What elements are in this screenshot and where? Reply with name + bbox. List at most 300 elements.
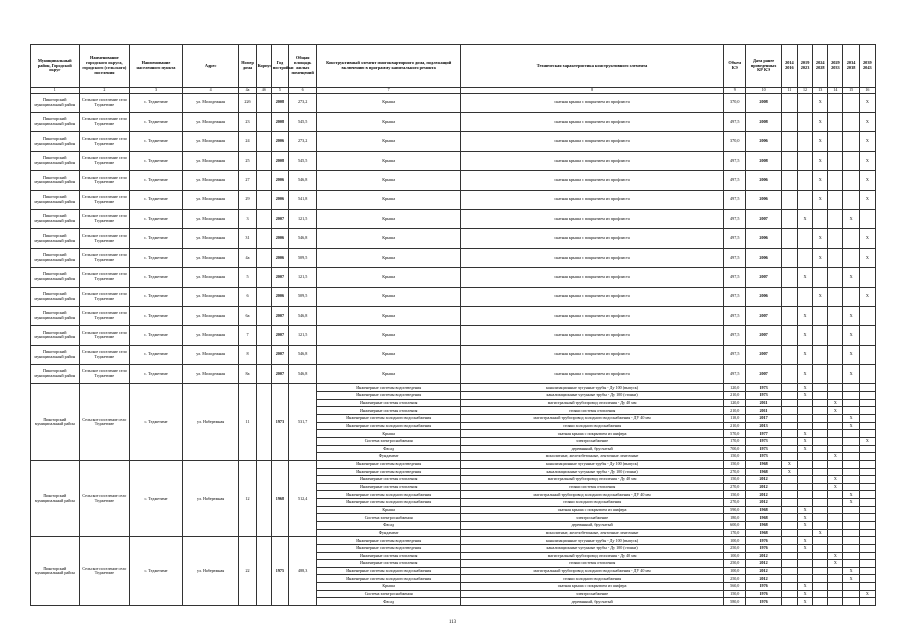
period-mark-cell (813, 384, 828, 392)
period-mark-cell (859, 399, 875, 407)
period-mark-cell (859, 430, 875, 438)
period-mark-cell (781, 345, 797, 364)
year-cell: 2007 (271, 209, 288, 228)
element-cell: Система электроснабжения (317, 514, 461, 522)
locality-cell: с. Теджетиме (130, 229, 183, 248)
volume-cell: 100,0 (724, 537, 746, 545)
period-mark-cell (797, 552, 812, 560)
table-row (31, 365, 876, 384)
period-mark-cell (813, 445, 828, 453)
period-mark-cell (781, 445, 797, 453)
period-mark-cell: X (828, 453, 843, 461)
period-mark-cell (828, 575, 843, 583)
period-mark-cell (828, 209, 843, 228)
period-mark-cell: X (843, 499, 859, 507)
tech-cell: скатная крыша с покрытием из профлиста (461, 93, 724, 112)
repair-date-cell: 2006 (746, 132, 781, 151)
tech-cell: скатная крыша с покрытием из шифера (461, 430, 724, 438)
tech-cell: скатная крыша с покрытием из профлиста (461, 306, 724, 325)
period-mark-cell (859, 268, 875, 287)
year-cell: 2008 (271, 151, 288, 170)
volume-cell: 370,0 (724, 132, 746, 151)
tech-cell: скатная крыша с покрытием из профлиста (461, 268, 724, 287)
element-cell: Крыша (317, 326, 461, 345)
period-mark-cell (828, 112, 843, 131)
period-mark-cell (828, 514, 843, 522)
period-mark-cell (797, 399, 812, 407)
period-mark-cell (843, 229, 859, 248)
period-mark-cell (859, 453, 875, 461)
area-cell: 546,8 (289, 365, 317, 384)
period-mark-cell: X (859, 229, 875, 248)
repair-date-cell: 2012 (746, 476, 781, 484)
period-mark-cell (813, 399, 828, 407)
tech-cell: канализационные чугунные трубы - Ду 100 (стояки) (461, 468, 724, 476)
column-header: Техническая характеристика конструктивного элемента (461, 45, 724, 88)
building-cell (256, 151, 271, 170)
period-mark-cell (813, 560, 828, 568)
element-cell: Инженерные системы холодного водоснабжения (317, 499, 461, 507)
period-mark-cell (781, 112, 797, 131)
period-mark-cell (797, 287, 812, 306)
tech-cell: электроснабжение (461, 590, 724, 598)
area-cell: 509,5 (289, 287, 317, 306)
year-cell: 1968 (271, 460, 288, 536)
district-cell: Пикоторский муниципальный район (31, 209, 80, 228)
period-mark-cell (781, 422, 797, 430)
volume-cell: 497,5 (724, 326, 746, 345)
column-number: 13 (813, 88, 828, 94)
period-mark-cell (828, 415, 843, 423)
period-mark-cell (813, 483, 828, 491)
period-mark-cell (843, 151, 859, 170)
column-number: 10 (746, 88, 781, 94)
period-mark-cell (813, 544, 828, 552)
period-mark-cell (859, 384, 875, 392)
period-mark-cell (781, 598, 797, 606)
period-mark-cell: X (843, 567, 859, 575)
period-mark-cell (828, 583, 843, 591)
repair-date-cell: 1973 (746, 453, 781, 461)
period-mark-cell: X (859, 190, 875, 209)
period-mark-cell: X (797, 392, 812, 400)
period-mark-cell (813, 583, 828, 591)
street-cell: ул. Молодежная (182, 229, 239, 248)
period-mark-cell (843, 544, 859, 552)
table-row (31, 326, 876, 345)
district-cell: Пикоторский муниципальный район (31, 171, 80, 190)
period-mark-cell (813, 365, 828, 384)
year-cell: 2006 (271, 171, 288, 190)
period-mark-cell (781, 209, 797, 228)
period-mark-cell (859, 544, 875, 552)
repair-date-cell: 2008 (746, 112, 781, 131)
repair-date-cell: 1968 (746, 514, 781, 522)
tech-cell: скатная крыша с покрытием из профлиста (461, 190, 724, 209)
locality-cell: с. Теджетиме (130, 365, 183, 384)
period-mark-cell (859, 514, 875, 522)
house-cell: 8а (239, 365, 256, 384)
period-mark-cell (859, 407, 875, 415)
period-mark-cell: X (813, 248, 828, 267)
settlement-cell: Сельское поселение село Теджетиме (79, 365, 130, 384)
period-mark-cell: X (843, 209, 859, 228)
period-mark-cell (813, 575, 828, 583)
table-row (31, 248, 876, 267)
element-cell: Крыша (317, 209, 461, 228)
repair-date-cell: 2007 (746, 268, 781, 287)
period-mark-cell (843, 93, 859, 112)
repair-date-cell: 2006 (746, 287, 781, 306)
period-mark-cell (797, 93, 812, 112)
period-mark-cell (813, 407, 828, 415)
table-row (31, 209, 876, 228)
locality-cell: с. Теджетиме (130, 326, 183, 345)
element-cell: Крыша (317, 306, 461, 325)
tech-cell: канализационные чугунные трубы - Ду 100 (выпуск) (461, 537, 724, 545)
period-mark-cell (843, 407, 859, 415)
period-mark-cell (859, 598, 875, 606)
column-header: 2019 2023 (797, 45, 812, 88)
building-cell (256, 229, 271, 248)
district-cell: Пикоторский муниципальный район (31, 287, 80, 306)
period-mark-cell (843, 529, 859, 537)
period-mark-cell (797, 529, 812, 537)
table-row (31, 93, 876, 112)
period-mark-cell (781, 590, 797, 598)
volume-cell: 497,5 (724, 209, 746, 228)
repair-date-cell: 2008 (746, 93, 781, 112)
area-cell: 273,2 (289, 93, 317, 112)
period-mark-cell (843, 171, 859, 190)
repair-date-cell: 2012 (746, 575, 781, 583)
period-mark-cell (781, 552, 797, 560)
element-cell: Фасад (317, 521, 461, 529)
period-mark-cell (781, 544, 797, 552)
period-mark-cell (859, 476, 875, 484)
period-mark-cell: X (843, 422, 859, 430)
period-mark-cell (797, 575, 812, 583)
column-header: 2039 2043 (859, 45, 875, 88)
street-cell: ул. Молодежная (182, 132, 239, 151)
element-cell: Инженерные системы водоотведения (317, 468, 461, 476)
period-mark-cell (828, 268, 843, 287)
period-mark-cell (813, 468, 828, 476)
volume-cell: 580,0 (724, 598, 746, 606)
tech-cell: скатная крыша с покрытием из профлиста (461, 132, 724, 151)
period-mark-cell: X (843, 415, 859, 423)
column-header: Муниципальный район, Городской округ (31, 45, 80, 88)
period-mark-cell (843, 392, 859, 400)
locality-cell: с. Теджетиме (130, 537, 183, 606)
column-header: Объем КЭ (724, 45, 746, 88)
volume-cell: 150,0 (724, 453, 746, 461)
district-cell: Пикоторский муниципальный район (31, 151, 80, 170)
period-mark-cell (797, 248, 812, 267)
tech-cell: скатная крыша с покрытием из шифера (461, 583, 724, 591)
period-mark-cell (797, 171, 812, 190)
volume-cell: 570,0 (724, 430, 746, 438)
period-mark-cell (828, 93, 843, 112)
column-number: 1 (31, 88, 80, 94)
period-mark-cell: X (828, 399, 843, 407)
table-row (31, 384, 876, 392)
tech-cell: стояки холодного водоснабжения (461, 422, 724, 430)
repair-date-cell: 1973 (746, 384, 781, 392)
period-mark-cell (781, 506, 797, 514)
column-header: Дата ранее проведенных КР КЭ (746, 45, 781, 88)
volume-cell: 150,0 (724, 590, 746, 598)
area-cell: 509,5 (289, 248, 317, 267)
tech-cell: канализационные чугунные трубы - Ду 100 (выпуск) (461, 384, 724, 392)
area-cell: 512,4 (289, 460, 317, 536)
house-cell: 6 (239, 287, 256, 306)
element-cell: Крыша (317, 132, 461, 151)
table-row (31, 190, 876, 209)
period-mark-cell (781, 476, 797, 484)
period-mark-cell (859, 345, 875, 364)
period-mark-cell (797, 476, 812, 484)
repair-date-cell: 2011 (746, 407, 781, 415)
table-row (31, 112, 876, 131)
area-cell: 121,5 (289, 209, 317, 228)
period-mark-cell (828, 567, 843, 575)
locality-cell: с. Теджетиме (130, 209, 183, 228)
period-mark-cell (797, 483, 812, 491)
volume-cell: 700,0 (724, 445, 746, 453)
period-mark-cell (797, 491, 812, 499)
repair-date-cell: 2012 (746, 567, 781, 575)
period-mark-cell: X (843, 575, 859, 583)
table-row (31, 306, 876, 325)
tech-cell: деревянный, брусчатый (461, 521, 724, 529)
element-cell: Крыша (317, 171, 461, 190)
settlement-cell: Сельское поселение село Теджетиме (79, 151, 130, 170)
period-mark-cell (843, 132, 859, 151)
period-mark-cell (828, 430, 843, 438)
tech-cell: стояки системы отопления (461, 407, 724, 415)
period-mark-cell: X (813, 171, 828, 190)
period-mark-cell (859, 506, 875, 514)
period-mark-cell (813, 567, 828, 575)
tech-cell: магистральный трубопровод холодного водоснабжения - ДУ 40 мм (461, 567, 724, 575)
repair-date-cell: 2012 (746, 483, 781, 491)
period-mark-cell (859, 491, 875, 499)
period-mark-cell (781, 537, 797, 545)
street-cell: ул. Молодежная (182, 306, 239, 325)
year-cell: 2006 (271, 229, 288, 248)
year-cell: 2007 (271, 326, 288, 345)
settlement-cell: Сельское поселение село Теджетиме (79, 537, 130, 606)
locality-cell: с. Теджетиме (130, 268, 183, 287)
building-cell (256, 326, 271, 345)
period-mark-cell: X (828, 483, 843, 491)
district-cell: Пикоторский муниципальный район (31, 112, 80, 131)
page-number: 113 (448, 620, 457, 625)
street-cell: ул. Молодежная (182, 151, 239, 170)
street-cell: ул. Молодежная (182, 112, 239, 131)
volume-cell: 600,0 (724, 521, 746, 529)
period-mark-cell: X (843, 345, 859, 364)
building-cell (256, 190, 271, 209)
period-mark-cell (843, 399, 859, 407)
column-number: 4a (239, 88, 256, 94)
area-cell: 121,5 (289, 268, 317, 287)
element-cell: Фасад (317, 445, 461, 453)
building-cell (256, 268, 271, 287)
period-mark-cell (843, 537, 859, 545)
element-cell: Крыша (317, 583, 461, 591)
repair-date-cell: 2012 (746, 491, 781, 499)
district-cell: Пикоторский муниципальный район (31, 132, 80, 151)
period-mark-cell (843, 445, 859, 453)
house-cell: 24 (239, 132, 256, 151)
period-mark-cell: X (797, 598, 812, 606)
period-mark-cell: X (828, 476, 843, 484)
period-mark-cell: X (859, 171, 875, 190)
period-mark-cell (843, 384, 859, 392)
volume-cell: 110,0 (724, 415, 746, 423)
element-cell: Фундамент (317, 529, 461, 537)
document-sheet (30, 44, 876, 606)
period-mark-cell (828, 468, 843, 476)
element-cell: Крыша (317, 151, 461, 170)
period-mark-cell (781, 491, 797, 499)
building-cell (256, 248, 271, 267)
tech-cell: скатная крыша с покрытием из профлиста (461, 209, 724, 228)
locality-cell: с. Теджетиме (130, 190, 183, 209)
period-mark-cell (797, 132, 812, 151)
volume-cell: 150,0 (724, 491, 746, 499)
volume-cell: 497,5 (724, 268, 746, 287)
period-mark-cell: X (859, 151, 875, 170)
period-mark-cell: X (797, 506, 812, 514)
repair-date-cell: 2007 (746, 326, 781, 345)
period-mark-cell (828, 529, 843, 537)
volume-cell: 497,5 (724, 151, 746, 170)
period-mark-cell (828, 345, 843, 364)
volume-cell: 170,0 (724, 529, 746, 537)
period-mark-cell: X (813, 229, 828, 248)
period-mark-cell (781, 392, 797, 400)
period-mark-cell (843, 476, 859, 484)
tech-cell: деревянный, брусчатый (461, 445, 724, 453)
period-mark-cell (813, 437, 828, 445)
house-cell: 4а (239, 248, 256, 267)
area-cell: 546,8 (289, 306, 317, 325)
settlement-cell: Сельское поселение село Теджетиме (79, 112, 130, 131)
period-mark-cell: X (813, 529, 828, 537)
house-cell: 5 (239, 268, 256, 287)
year-cell: 2006 (271, 287, 288, 306)
settlement-cell: Сельское поселение село Теджетиме (79, 229, 130, 248)
column-header: Год постройки (271, 45, 288, 88)
street-cell: ул. Молодежная (182, 345, 239, 364)
period-mark-cell (797, 190, 812, 209)
tech-cell: скатная крыша с покрытием из профлиста (461, 248, 724, 267)
period-mark-cell (781, 384, 797, 392)
period-mark-cell (859, 567, 875, 575)
repair-date-cell: 1968 (746, 529, 781, 537)
column-header: Конструктивный элемент многоквартирного дома, подлежащий включению в программу капитального ремонта (317, 45, 461, 88)
settlement-cell: Сельское поселение село Теджетиме (79, 306, 130, 325)
district-cell: Пикоторский муниципальный район (31, 248, 80, 267)
period-mark-cell (781, 483, 797, 491)
period-mark-cell: X (843, 365, 859, 384)
period-mark-cell (781, 430, 797, 438)
column-number: 9 (724, 88, 746, 94)
table-row (31, 345, 876, 364)
table-header-row (31, 45, 876, 88)
element-cell: Инженерные системы холодного водоснабжения (317, 422, 461, 430)
period-mark-cell (843, 248, 859, 267)
period-mark-cell (781, 229, 797, 248)
period-mark-cell: X (843, 491, 859, 499)
period-mark-cell (813, 415, 828, 423)
period-mark-cell (828, 598, 843, 606)
settlement-cell: Сельское поселение село Теджетиме (79, 132, 130, 151)
column-header: Корпус (256, 45, 271, 88)
period-mark-cell (828, 537, 843, 545)
period-mark-cell: X (797, 583, 812, 591)
period-mark-cell (843, 112, 859, 131)
locality-cell: с. Теджетиме (130, 345, 183, 364)
repair-date-cell: 2006 (746, 248, 781, 267)
period-mark-cell: X (797, 268, 812, 287)
volume-cell: 150,0 (724, 460, 746, 468)
area-cell: 541,8 (289, 190, 317, 209)
element-cell: Крыша (317, 248, 461, 267)
period-mark-cell (781, 499, 797, 507)
area-cell: 531,7 (289, 384, 317, 460)
volume-cell: 497,5 (724, 306, 746, 325)
period-mark-cell (813, 491, 828, 499)
house-cell: 12 (239, 460, 256, 536)
period-mark-cell: X (828, 407, 843, 415)
column-number: 12 (797, 88, 812, 94)
locality-cell: с. Теджетиме (130, 287, 183, 306)
element-cell: Инженерные системы водоотведения (317, 544, 461, 552)
tech-cell: стояки холодного водоснабжения (461, 575, 724, 583)
period-mark-cell (828, 437, 843, 445)
repair-date-cell: 2013 (746, 422, 781, 430)
volume-cell: 270,0 (724, 499, 746, 507)
period-mark-cell (797, 453, 812, 461)
table-row (31, 171, 876, 190)
repair-date-cell: 1976 (746, 598, 781, 606)
repair-date-cell: 1968 (746, 468, 781, 476)
year-cell: 2007 (271, 365, 288, 384)
element-cell: Инженерные системы водоотведения (317, 537, 461, 545)
column-header: 2014 2016 (781, 45, 797, 88)
period-mark-cell (781, 268, 797, 287)
period-mark-cell: X (859, 112, 875, 131)
period-mark-cell (797, 460, 812, 468)
volume-cell: 210,0 (724, 407, 746, 415)
street-cell: ул. Молодежная (182, 93, 239, 112)
period-mark-cell (781, 132, 797, 151)
period-mark-cell (828, 491, 843, 499)
period-mark-cell (859, 552, 875, 560)
repair-date-cell: 1973 (746, 437, 781, 445)
period-mark-cell (859, 365, 875, 384)
volume-cell: 497,5 (724, 171, 746, 190)
street-cell: ул. Молодежная (182, 209, 239, 228)
period-mark-cell: X (843, 306, 859, 325)
period-mark-cell (797, 468, 812, 476)
settlement-cell: Сельское поселение село Теджетиме (79, 287, 130, 306)
repair-date-cell: 2006 (746, 229, 781, 248)
